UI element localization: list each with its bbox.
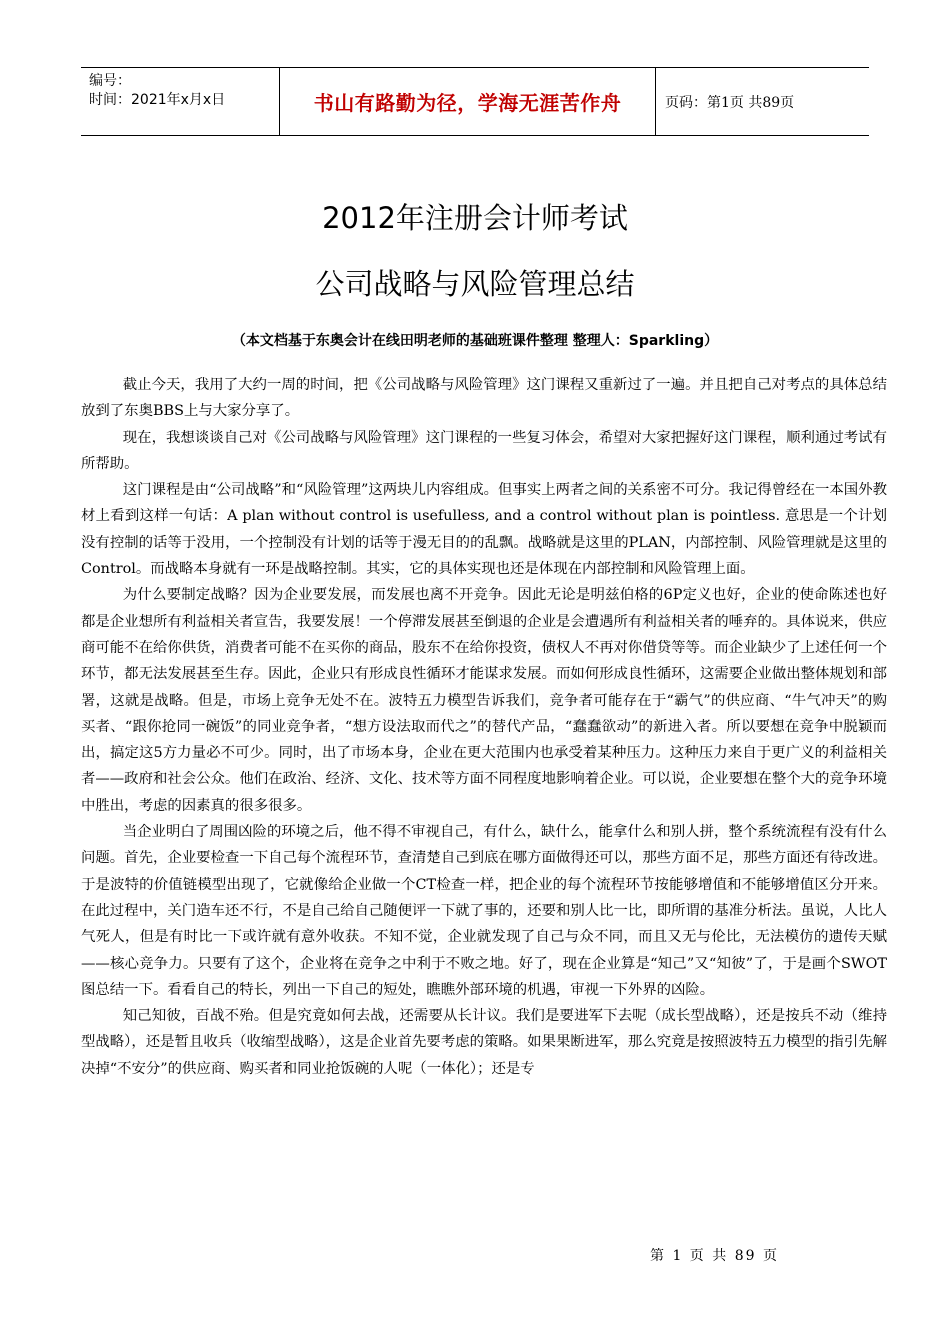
page-footer: 第 1 页 共 89 页 <box>650 1248 779 1264</box>
time-label: 时间：2021年x月x日 <box>89 92 226 108</box>
document-header <box>81 67 869 136</box>
paragraph: 当企业明白了周围凶险的环境之后，他不得不审视自己，有什么，缺什么，能拿什么和别人拼，整个系统流程有没有什么问题。首先，企业要检查一下自己每个流程环节，查清楚自己到底在哪方面做得还可以，那些方面不足，那些方面还有待改进。于是波特的价值链模型出现了，它就像给企业做一个CT检查一样，把企业的每个流程环节按能够增值和不能够增值区分开来。在此过程中，关门造车还不行，不是自己给自己随便评一下就了事的，还要和别人比一比，即所谓的基准分析法。虽说，人比人气死人，但是有时比一下或许就有意外收获。不知不觉，企业就发现了自己与众不同，而且又无与伦比，无法模仿的遗传天赋——核心竞争力。只要有了这个，企业将在竞争之中利于不败之地。好了，现在企业算是“知己”又“知彼”了，于是画个SWOT图总结一下。看看自己的特长，列出一下自己的短处，瞧瞧外部环境的机遇，审视一下外界的凶险。 <box>81 824 887 998</box>
paragraph: 为什么要制定战略？因为企业要发展，而发展也离不开竞争。因此无论是明兹伯格的6P定义也好，企业的使命陈述也好都是企业想所有利益相关者宣告，我要发展！一个停滞发展甚至倒退的企业是会遭遇所有利益相关者的唾弃的。具体说来，供应商可能不在给你供货，消费者可能不在买你的商品，股东不在给你投资，债权人不再对你借贷等等。而企业缺少了上述任何一个环节，都无法发展甚至生存。因此，企业只有形成良性循环才能谋求发展。而如何形成良性循环，这需要企业做出整体规划和部署，这就是战略。但是，市场上竞争无处不在。波特五力模型告诉我们，竞争者可能存在于“霸气”的供应商、“牛气冲天”的购买者、“跟你抢同一碗饭”的同业竞争者，“想方设法取而代之”的替代产品，“蠢蠢欲动”的新进入者。所以要想在竞争中脱颖而出，搞定这5方力量必不可少。同时，出了市场本身，企业在更大范围内也承受着某种压力。这种压力来自于更广义的利益相关者——政府和社会公众。他们在政治、经济、文化、技术等方面不同程度地影响着企业。可以说，企业要想在整个大的竞争环境中胜出，考虑的因素真的很多很多。 <box>81 587 887 814</box>
header-meta <box>81 68 280 135</box>
paragraph: 现在，我想谈谈自己对《公司战略与风险管理》这门课程的一些复习体会，希望对大家把握好这门课程，顺利通过考试有所帮助。 <box>81 429 887 472</box>
header-page-number: 页码：第1页 共89页 <box>665 94 795 111</box>
document-subtitle-title: 公司战略与风险管理总结 <box>315 267 635 301</box>
document-title: 2012年注册会计师考试 <box>322 201 628 235</box>
paragraph: 截止今天，我用了大约一周的时间，把《公司战略与风险管理》这门课程又重新过了一遍。并且把自己对考点的具体总结放到了东奥BBS上与大家分享了。 <box>81 377 887 420</box>
number-label: 编号： <box>89 73 131 89</box>
document-body <box>81 372 887 1082</box>
document-source-note: （本文档基于东奥会计在线田明老师的基础班课件整理 整理人：Sparkling） <box>231 333 719 349</box>
header-motto: 书山有路勤为径，学海无涯苦作舟 <box>280 68 656 135</box>
paragraph: 这门课程是由“公司战略”和“风险管理”这两块儿内容组成。但事实上两者之间的关系密不可分。我记得曾经在一本国外教材上看到这样一句话：A plan without control is usefulless, and a control without plan is pointless. 意思是一个计划没有控制的话等于没用，一个控制没有计划的话等于漫无目的的乱飘。战略就是这里的PLAN，内部控制、风险管理就是这里的Control。而战略本身就有一环是战略控制。其实，它的具体实现也还是体现在内部控制和风险管理上面。 <box>81 482 887 578</box>
paragraph: 知己知彼，百战不殆。但是究竟如何去战，还需要从长计议。我们是要进军下去呢（成长型战略），还是按兵不动（维持型战略），还是暂且收兵（收缩型战略），这是企业首先要考虑的策略。如果果断进军，那么究竟是按照波特五力模型的指引先解决掉“不安分”的供应商、购买者和同业抢饭碗的人呢（一体化）；还是专 <box>81 1008 887 1077</box>
